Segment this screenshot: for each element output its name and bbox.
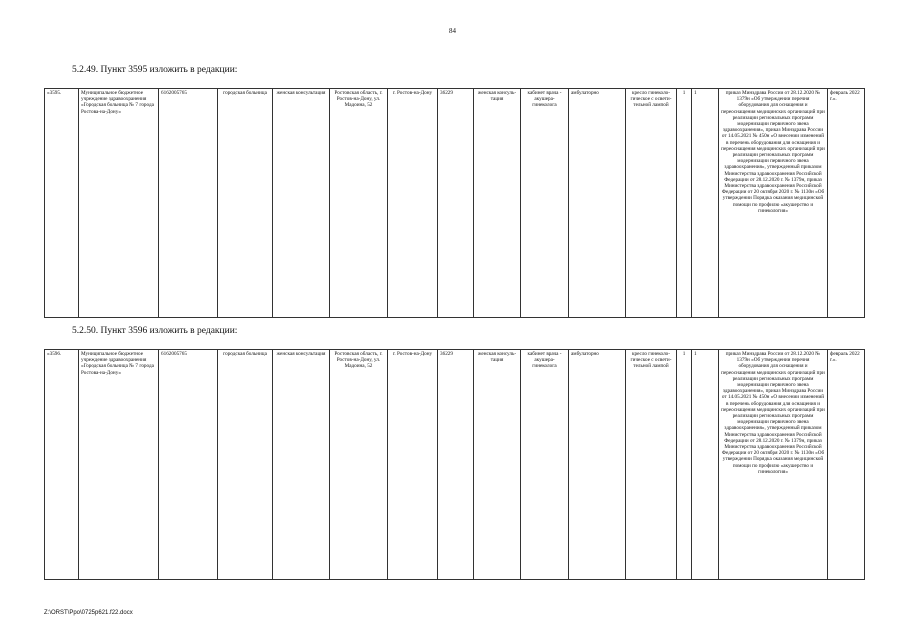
cell-qty2: 1 <box>692 89 719 318</box>
cell-equipment: кресло гинеколо-гическое с освети-тельной лампой <box>626 350 677 580</box>
cell-inn: 6162005765 <box>159 350 218 580</box>
cell-type: городская больница <box>218 350 273 580</box>
cell-qty1: 1 <box>677 89 692 318</box>
cell-mode: амбулаторно <box>569 89 626 318</box>
cell-address: Ростовская область, г. Ростов-на-Дону, ул. Мадоина, 52 <box>330 350 388 580</box>
cell-address: Ростовская область, г. Ростов-на-Дону, ул. Мадоина, 52 <box>330 89 388 318</box>
cell-city: г. Ростов-на-Дону <box>388 350 438 580</box>
file-path-footer: Z:\ORST\Ppo\0725p621.f22.docx <box>44 610 133 616</box>
cell-equipment: кресло гинеколо-гическое с освети-тельной лампой <box>626 89 677 318</box>
table-row <box>45 89 865 318</box>
section-heading-3596: 5.2.50. Пункт 3596 изложить в редакции: <box>72 326 238 336</box>
cell-inn: 6162005765 <box>159 89 218 318</box>
cell-qty2: 1 <box>692 350 719 580</box>
cell-city: г. Ростов-на-Дону <box>388 89 438 318</box>
cell-type: городская больница <box>218 89 273 318</box>
cell-mode: амбулаторно <box>569 350 626 580</box>
page-number: 84 <box>449 27 456 35</box>
cell-basis: приказ Минздрава России от 28.12.2020 № 1379н «Об утверждении перечня оборудования для оснащения и переоснащения медицинских организаций при реализации региональных программ модернизации первичного звена здравоохранения», приказ Минздрава России от 14.05.2021 № 450н «О внесении изменений в перечень оборудования для оснащения и переоснащения медицинских организаций при реализации региональных программ модернизации первичного звена здравоохранения», утвержденный приказом Министерства здравоохранения Российской Федерации от 28.12.2020 г. № 1379н, приказ Министерства здравоохранения Российской Федерации от 20 октября 2020 г. № 1130н «Об утверждении Порядка оказания медицинской помощи по профилю «акушерство и гинекология» <box>719 350 828 580</box>
cell-room: кабинет врача - акушера-гинеколога <box>521 350 569 580</box>
section-heading-3595: 5.2.49. Пункт 3595 изложить в редакции: <box>72 65 238 75</box>
cell-org: Муниципальное бюджетное учреждение здравоохранения «Городская больница № 7 города Ростова-на-Дону» <box>79 350 159 580</box>
cell-code: 36229 <box>438 89 474 318</box>
cell-room: кабинет врача - акушера-гинеколога <box>521 89 569 318</box>
cell-num: «3595. <box>45 89 79 318</box>
register-table-3596 <box>44 349 865 580</box>
cell-num: «3596. <box>45 350 79 580</box>
cell-dept: женская консультация <box>273 350 330 580</box>
cell-qty1: 1 <box>677 350 692 580</box>
cell-code: 36229 <box>438 350 474 580</box>
cell-unit: женская консуль-тация <box>474 350 521 580</box>
cell-org: Муниципальное бюджетное учреждение здравоохранения «Городская больница № 7 города Ростова-на-Дону» <box>79 89 159 318</box>
cell-date: февраль 2022 г.». <box>828 350 865 580</box>
cell-unit: женская консуль-тация <box>474 89 521 318</box>
cell-basis: приказ Минздрава России от 28.12.2020 № 1379н «Об утверждении перечня оборудования для оснащения и переоснащения медицинских организаций при реализации региональных программ модернизации первичного звена здравоохранения», приказ Минздрава России от 14.05.2021 № 450н «О внесении изменений в перечень оборудования для оснащения и переоснащения медицинских организаций при реализации региональных программ модернизации первичного звена здравоохранения», утвержденный приказом Министерства здравоохранения Российской Федерации от 28.12.2020 г. № 1379н, приказ Министерства здравоохранения Российской Федерации от 20 октября 2020 г. № 1130н «Об утверждении Порядка оказания медицинской помощи по профилю «акушерство и гинекология» <box>719 89 828 318</box>
table-row <box>45 350 865 580</box>
cell-dept: женская консультация <box>273 89 330 318</box>
register-table-3595 <box>44 88 865 318</box>
cell-date: февраль 2022 г.». <box>828 89 865 318</box>
